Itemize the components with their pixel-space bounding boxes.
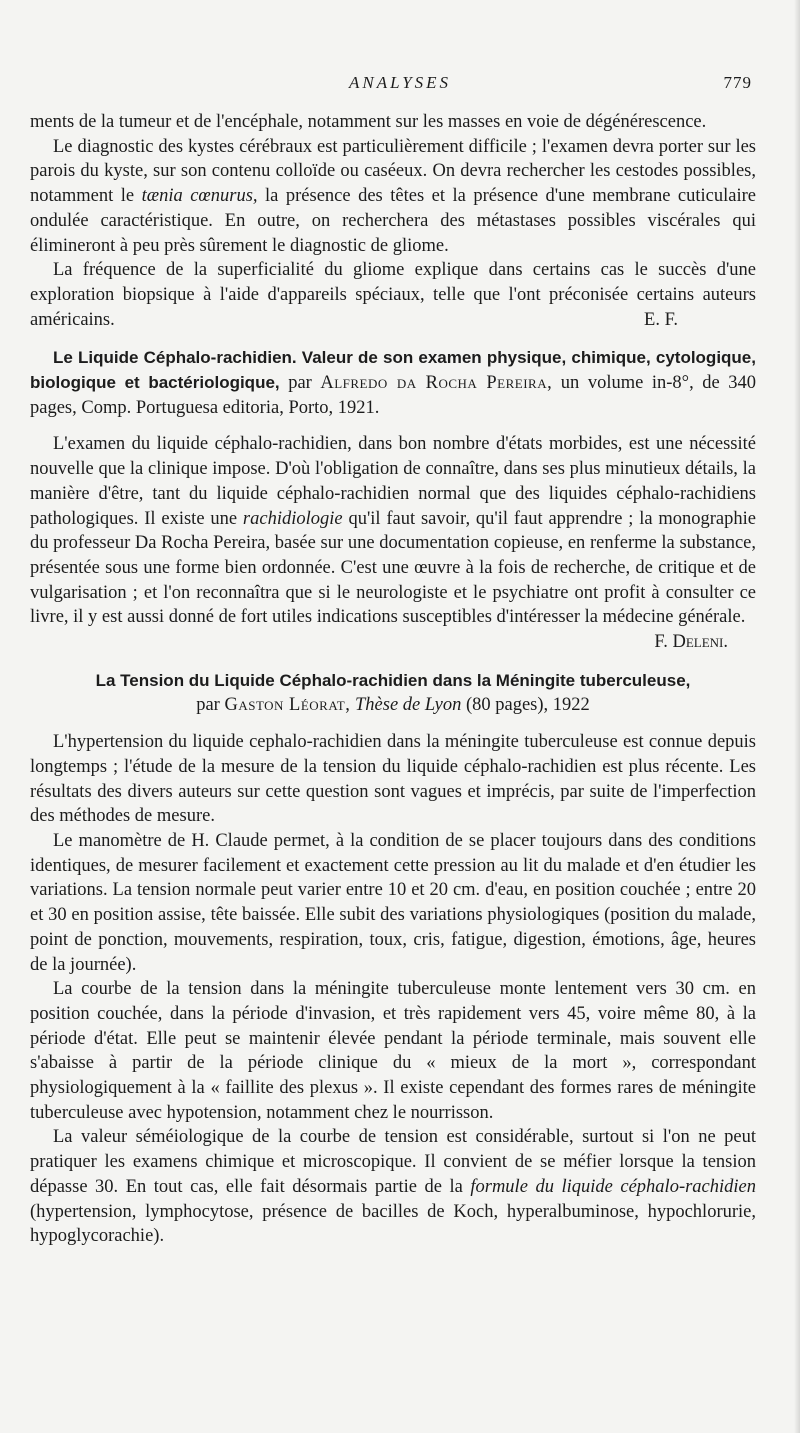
thesis-title: Thèse de Lyon xyxy=(355,695,462,716)
section1-paragraph-1: ments de la tumeur et de l'encéphale, notamment sur les masses en voie de dégénérescence. xyxy=(30,112,707,132)
review-author: Alfredo da Rocha Pereira, xyxy=(320,373,553,394)
section3-paragraph-2: Le manomètre de H. Claude permet, à la condition de se placer toujours dans des conditions identiques, de mesurer facilement et exactement cette pression au lit du malade et d'en étudier les variations. La tension normale peut varier entre 10 et 20 cm. d'eau, en position couchée ; entre 20 et 30 en position assise, tête baissée. Elle subit des variations physiologiques (position du malade, point de ponction, mouvements, respiration, toux, cris, fatigue, digestion, émotions, âge, heures de la journée). xyxy=(30,830,756,975)
section1-signature: E. F. xyxy=(644,309,678,330)
review-heading-tension: La Tension du Liquide Céphalo-rachidien dans la Méningite tuberculeuse, xyxy=(95,670,691,690)
page-number: 779 xyxy=(723,73,752,92)
section1-paragraph-3 xyxy=(30,258,756,332)
section1-paragraph-2: Le diagnostic des kystes cérébraux est particulièrement difficile ; l'examen devra porter sur les parois du kyste, sur son contenu colloïde ou caséeux. On devra rechercher les cestodes possibles, notamment le tænia cœnurus, la présence des têtes et la présence d'une membrane cuticulaire ondulée caractéristique. En outre, on recherchera des métastases possibles viscérales qui élimineront à peu près sûrement le diagnostic de gliome. xyxy=(30,136,756,256)
section1-paragraph-3-body: La fréquence de la superficialité du gliome explique dans certains cas le succès d'une exploration biopsique à l'aide d'appareils spéciaux, telle que l'ont préconisée certains auteurs américains. xyxy=(30,260,756,330)
review-heading-tension-byline: par Gaston Léorat, Thèse de Lyon (80 pages), 1922 xyxy=(196,695,590,716)
section2-signature: F. Deleni. xyxy=(654,632,728,653)
body-text xyxy=(30,110,756,1249)
review-heading-liquide: Le Liquide Céphalo-rachidien. Valeur de son examen physique, chimique, cytologique, biologique et bactériologique, par Alfredo da Rocha Pereira, un volume in-8°, de 340 pages, Comp. Portuguesa editoria, Porto, 1921. xyxy=(30,348,756,418)
section3-paragraph-3: La courbe de la tension dans la méningite tuberculeuse monte lentement vers 30 cm. en position couchée, dans la période d'invasion, et très rapidement vers 45, voire même 80, à la période d'état. Elle peut se maintenir élevée pendant la période terminale, mais souvent elle s'abaisse à partir de la période clinique du « mieux de la mort », correspondant physiologiquement à la « faillite des plexus ». Il existe cependant des formes rares de méningite tuberculeuse avec hypotension, notamment chez le nourrisson. xyxy=(30,979,756,1123)
section3-paragraph-1: L'hypertension du liquide cephalo-rachidien dans la méningite tuberculeuse est connue depuis longtemps ; l'étude de la mesure de la tension du liquide céphalo-rachidien est plus récente. Les résultats des divers auteurs sur cette question sont vagues et imprécis, par suite de l'imperfection des méthodes de mesure. xyxy=(30,732,756,827)
running-head xyxy=(0,73,800,97)
running-head-title: ANALYSES xyxy=(348,73,452,92)
rachidiologie-term: rachidiologie xyxy=(242,508,343,529)
section2-signature-line xyxy=(30,630,756,655)
formula-term: formule du liquide céphalo-rachidien xyxy=(470,1176,757,1197)
section3-paragraph-4: La valeur séméiologique de la courbe de tension est considérable, surtout si l'on ne peut pratiquer les examens chimique et microscopique. Il convient de se méfier lorsque la tension dépasse 30. En tout cas, elle fait désormais partie de la formule du liquide céphalo-rachidien (hypertension, lymphocytose, présence de bacilles de Koch, hyperalbuminose, hypochlorurie, hypoglycorachie). xyxy=(30,1127,757,1247)
section2-paragraph-1: L'examen du liquide céphalo-rachidien, dans bon nombre d'états morbides, est une nécessité nouvelle que la clinique impose. D'où l'obligation de connaître, dans ses plus minutieux détails, la manière d'être, tant du liquide céphalo-rachidien normal que des liquides céphalo-rachidiens pathologiques. Il existe une rachidiologie qu'il faut savoir, qu'il faut apprendre ; la monographie du professeur Da Rocha Pereira, basée sur une documentation copieuse, en renferme la substance, présentée sous une forme bien ordonnée. C'est une œuvre à la fois de recherche, de critique et de vulgarisation ; et l'on reconnaîtra que si le neurologiste et le psychiatre ont profit à consulter ce livre, il y est aussi donné de fort utiles indications susceptibles d'intéresser la médecine générale. xyxy=(30,434,756,628)
parasite-name: tænia cœnurus, xyxy=(141,186,258,207)
thesis-author: Gaston Léorat, xyxy=(224,695,351,716)
